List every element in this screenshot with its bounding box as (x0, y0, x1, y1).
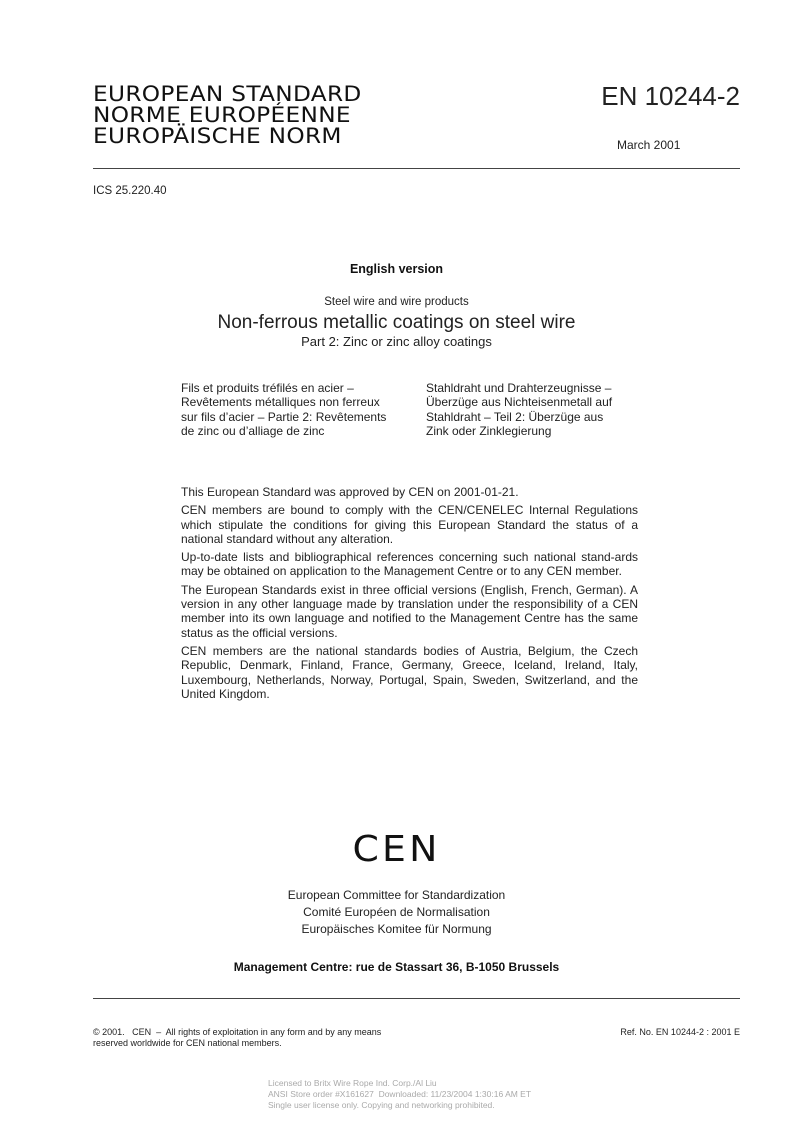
copyright-notice (93, 1027, 381, 1049)
series-title: Steel wire and wire products (324, 296, 469, 308)
approval-notice (181, 485, 638, 705)
header-title-de: EUROPÄISCHE NORM (93, 124, 342, 149)
reference-number: Ref. No. EN 10244-2 : 2001 E (620, 1027, 740, 1037)
french-title-line: Revêtements métalliques non ferreux (181, 395, 380, 410)
version-label: English version (349, 262, 444, 276)
standard-number: EN 10244-2 (601, 81, 740, 111)
german-title-line: Zink oder Zinklegierung (426, 423, 552, 438)
approval-paragraph: This European Standard was approved by CEN on 2001-01-21. (181, 485, 519, 499)
copyright-line: © 2001. CEN – All rights of exploitation in any form and by any means (93, 1027, 382, 1037)
publication-date: March 2001 (617, 138, 681, 152)
part-title: Part 2: Zinc or zinc alloy coatings (301, 334, 492, 349)
approval-paragraph: Up-to-date lists and bibliographical references concerning such national stand-ards may be obtained on application to the Management Centre or to any CEN member. (181, 550, 638, 579)
french-title-line: de zinc ou d’alliage de zinc (181, 423, 325, 438)
german-title-line: Stahldraht und Drahterzeugnisse – (426, 381, 612, 395)
approval-paragraph: CEN members are bound to comply with the CEN/CENELEC Internal Regulations which stipulate the conditions for giving this European Standard the status of a national standard without any alteration. (181, 503, 638, 546)
french-title-line: sur fils d’acier – Partie 2: Revêtements (181, 409, 387, 424)
license-line: Licensed to Britx Wire Rope Ind. Corp./Al Liu (268, 1078, 437, 1088)
management-centre-address: Management Centre: rue de Stassart 36, B-1050 Brussels (233, 960, 560, 974)
german-title (426, 381, 666, 438)
license-line: ANSI Store order #X161627 Downloaded: 11/23/2004 1:30:16 AM ET (268, 1089, 532, 1099)
approval-paragraph: The European Standards exist in three official versions (English, French, German). A version in any other language made by translation under the responsibility of a CEN member into its own language and notified to the Management Centre has the same status as the official versions. (181, 582, 638, 640)
license-line: Single user license only. Copying and networking prohibited. (268, 1100, 495, 1110)
german-title-line: Überzüge aus Nichteisenmetall auf (426, 395, 613, 410)
main-title: Non-ferrous metallic coatings on steel wire (217, 312, 576, 333)
copyright-line: reserved worldwide for CEN national members. (93, 1038, 282, 1048)
license-watermark (268, 1078, 531, 1111)
org-name-de: Europäisches Komitee für Normung (301, 922, 492, 936)
header-divider (93, 168, 740, 169)
header-title-en: EUROPEAN STANDARD (93, 82, 362, 107)
german-title-line: Stahldraht – Teil 2: Überzüge aus (426, 409, 604, 424)
french-title-line: Fils et produits tréfilés en acier – (181, 381, 354, 395)
ics-code: ICS 25.220.40 (93, 185, 167, 197)
french-title (181, 381, 421, 438)
org-name-fr: Comité Européen de Normalisation (303, 905, 490, 919)
org-name-en: European Committee for Standardization (287, 888, 506, 902)
document-header (93, 82, 362, 149)
organization-names (0, 887, 793, 938)
header-title-fr: NORME EUROPÉENNE (93, 103, 351, 128)
approval-paragraph: CEN members are the national standards bodies of Austria, Belgium, the Czech Republic, Denmark, Finland, France, Germany, Greece, Iceland, Ireland, Italy, Luxembourg, Netherlands, Norway, Portugal, Spain, Sweden, Switzerland, and the United Kingdom. (181, 643, 638, 701)
cen-logo: CEN (352, 829, 441, 870)
footer-divider (93, 998, 740, 999)
